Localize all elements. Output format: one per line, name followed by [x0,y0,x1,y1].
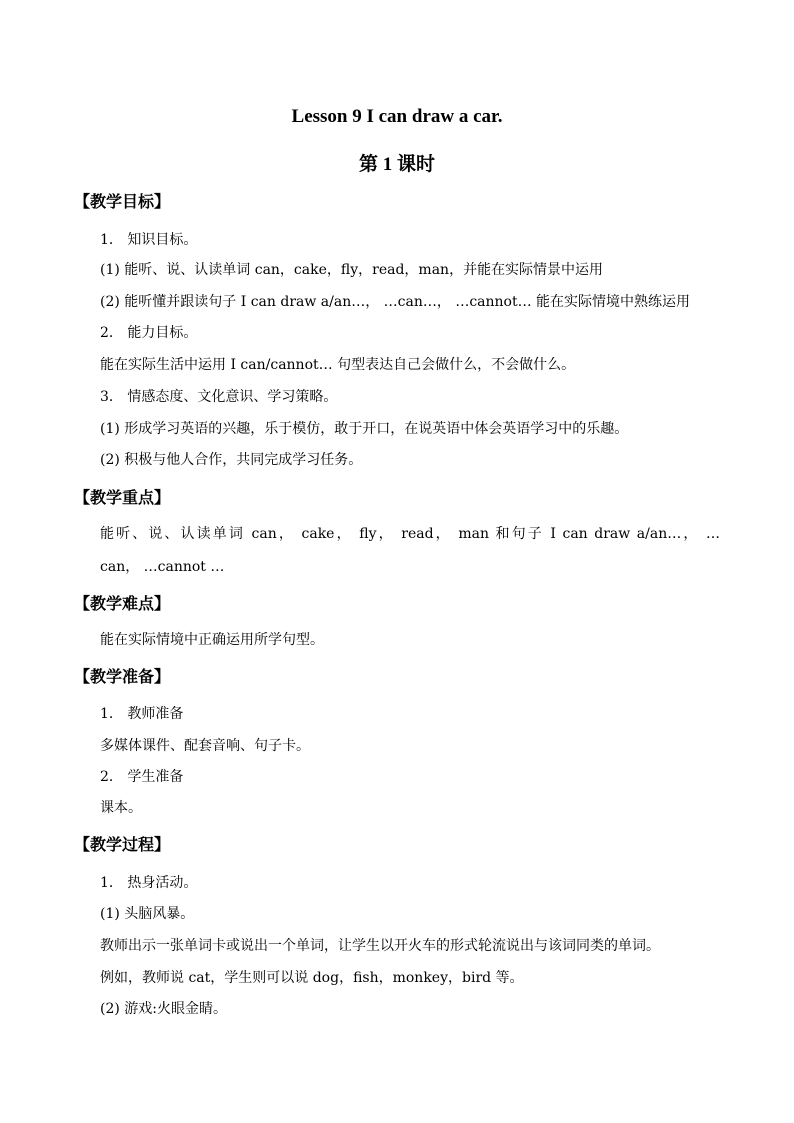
key-points-line: 能听、说、认读单词 can， cake， fly， read， man 和句子 I can draw a/an…， … [100,526,720,542]
objective-line: (1) 能听、说、认读单词 can，cake，fly，read，man，并能在实际情景中运用 [100,262,604,278]
lesson-title: Lesson 9 I can draw a car. [291,106,503,127]
process-line: (1) 头脑风暴。 [100,906,195,922]
section-heading-preparation: 【教学准备】 [74,667,171,686]
objective-line: (1) 形成学习英语的兴趣，乐于模仿，敢于开口，在说英语中体会英语学习中的乐趣。 [100,421,629,437]
objective-line: 能在实际生活中运用 I can/cannot… 句型表达自己会做什么，不会做什么。 [100,357,576,373]
preparation-line: 课本。 [100,800,142,816]
preparation-line: 2． 学生准备 [100,769,184,785]
objective-line: 1． 知识目标。 [100,232,198,248]
objective-line: 3． 情感态度、文化意识、学习策略。 [100,389,338,405]
difficulties-line: 能在实际情境中正确运用所学句型。 [100,632,324,648]
section-heading-key-points: 【教学重点】 [74,488,171,507]
lesson-subtitle: 第 1 课时 [358,154,435,175]
preparation-line: 1． 教师准备 [100,706,184,722]
preparation-line: 多媒体课件、配套音响、句子卡。 [100,738,310,754]
process-line: 教师出示一张单词卡或说出一个单词，让学生以开火车的形式轮流说出与该词同类的单词。 [100,938,660,954]
objective-line: (2) 能听懂并跟读句子 I can draw a/an…， …can…， …cannot… 能在实际情境中熟练运用 [100,294,691,310]
section-heading-objectives: 【教学目标】 [74,192,171,211]
section-heading-process: 【教学过程】 [74,835,171,854]
process-line: (2) 游戏:火眼金睛。 [100,1001,227,1017]
objective-line: (2) 积极与他人合作，共同完成学习任务。 [100,452,363,468]
process-line: 例如，教师说 cat，学生则可以说 dog，fish，monkey，bird 等。 [100,970,524,986]
process-line: 1． 热身活动。 [100,875,198,891]
section-heading-difficulties: 【教学难点】 [74,594,171,613]
objective-line: 2． 能力目标。 [100,325,198,341]
key-points-line: can， …cannot … [100,559,225,575]
